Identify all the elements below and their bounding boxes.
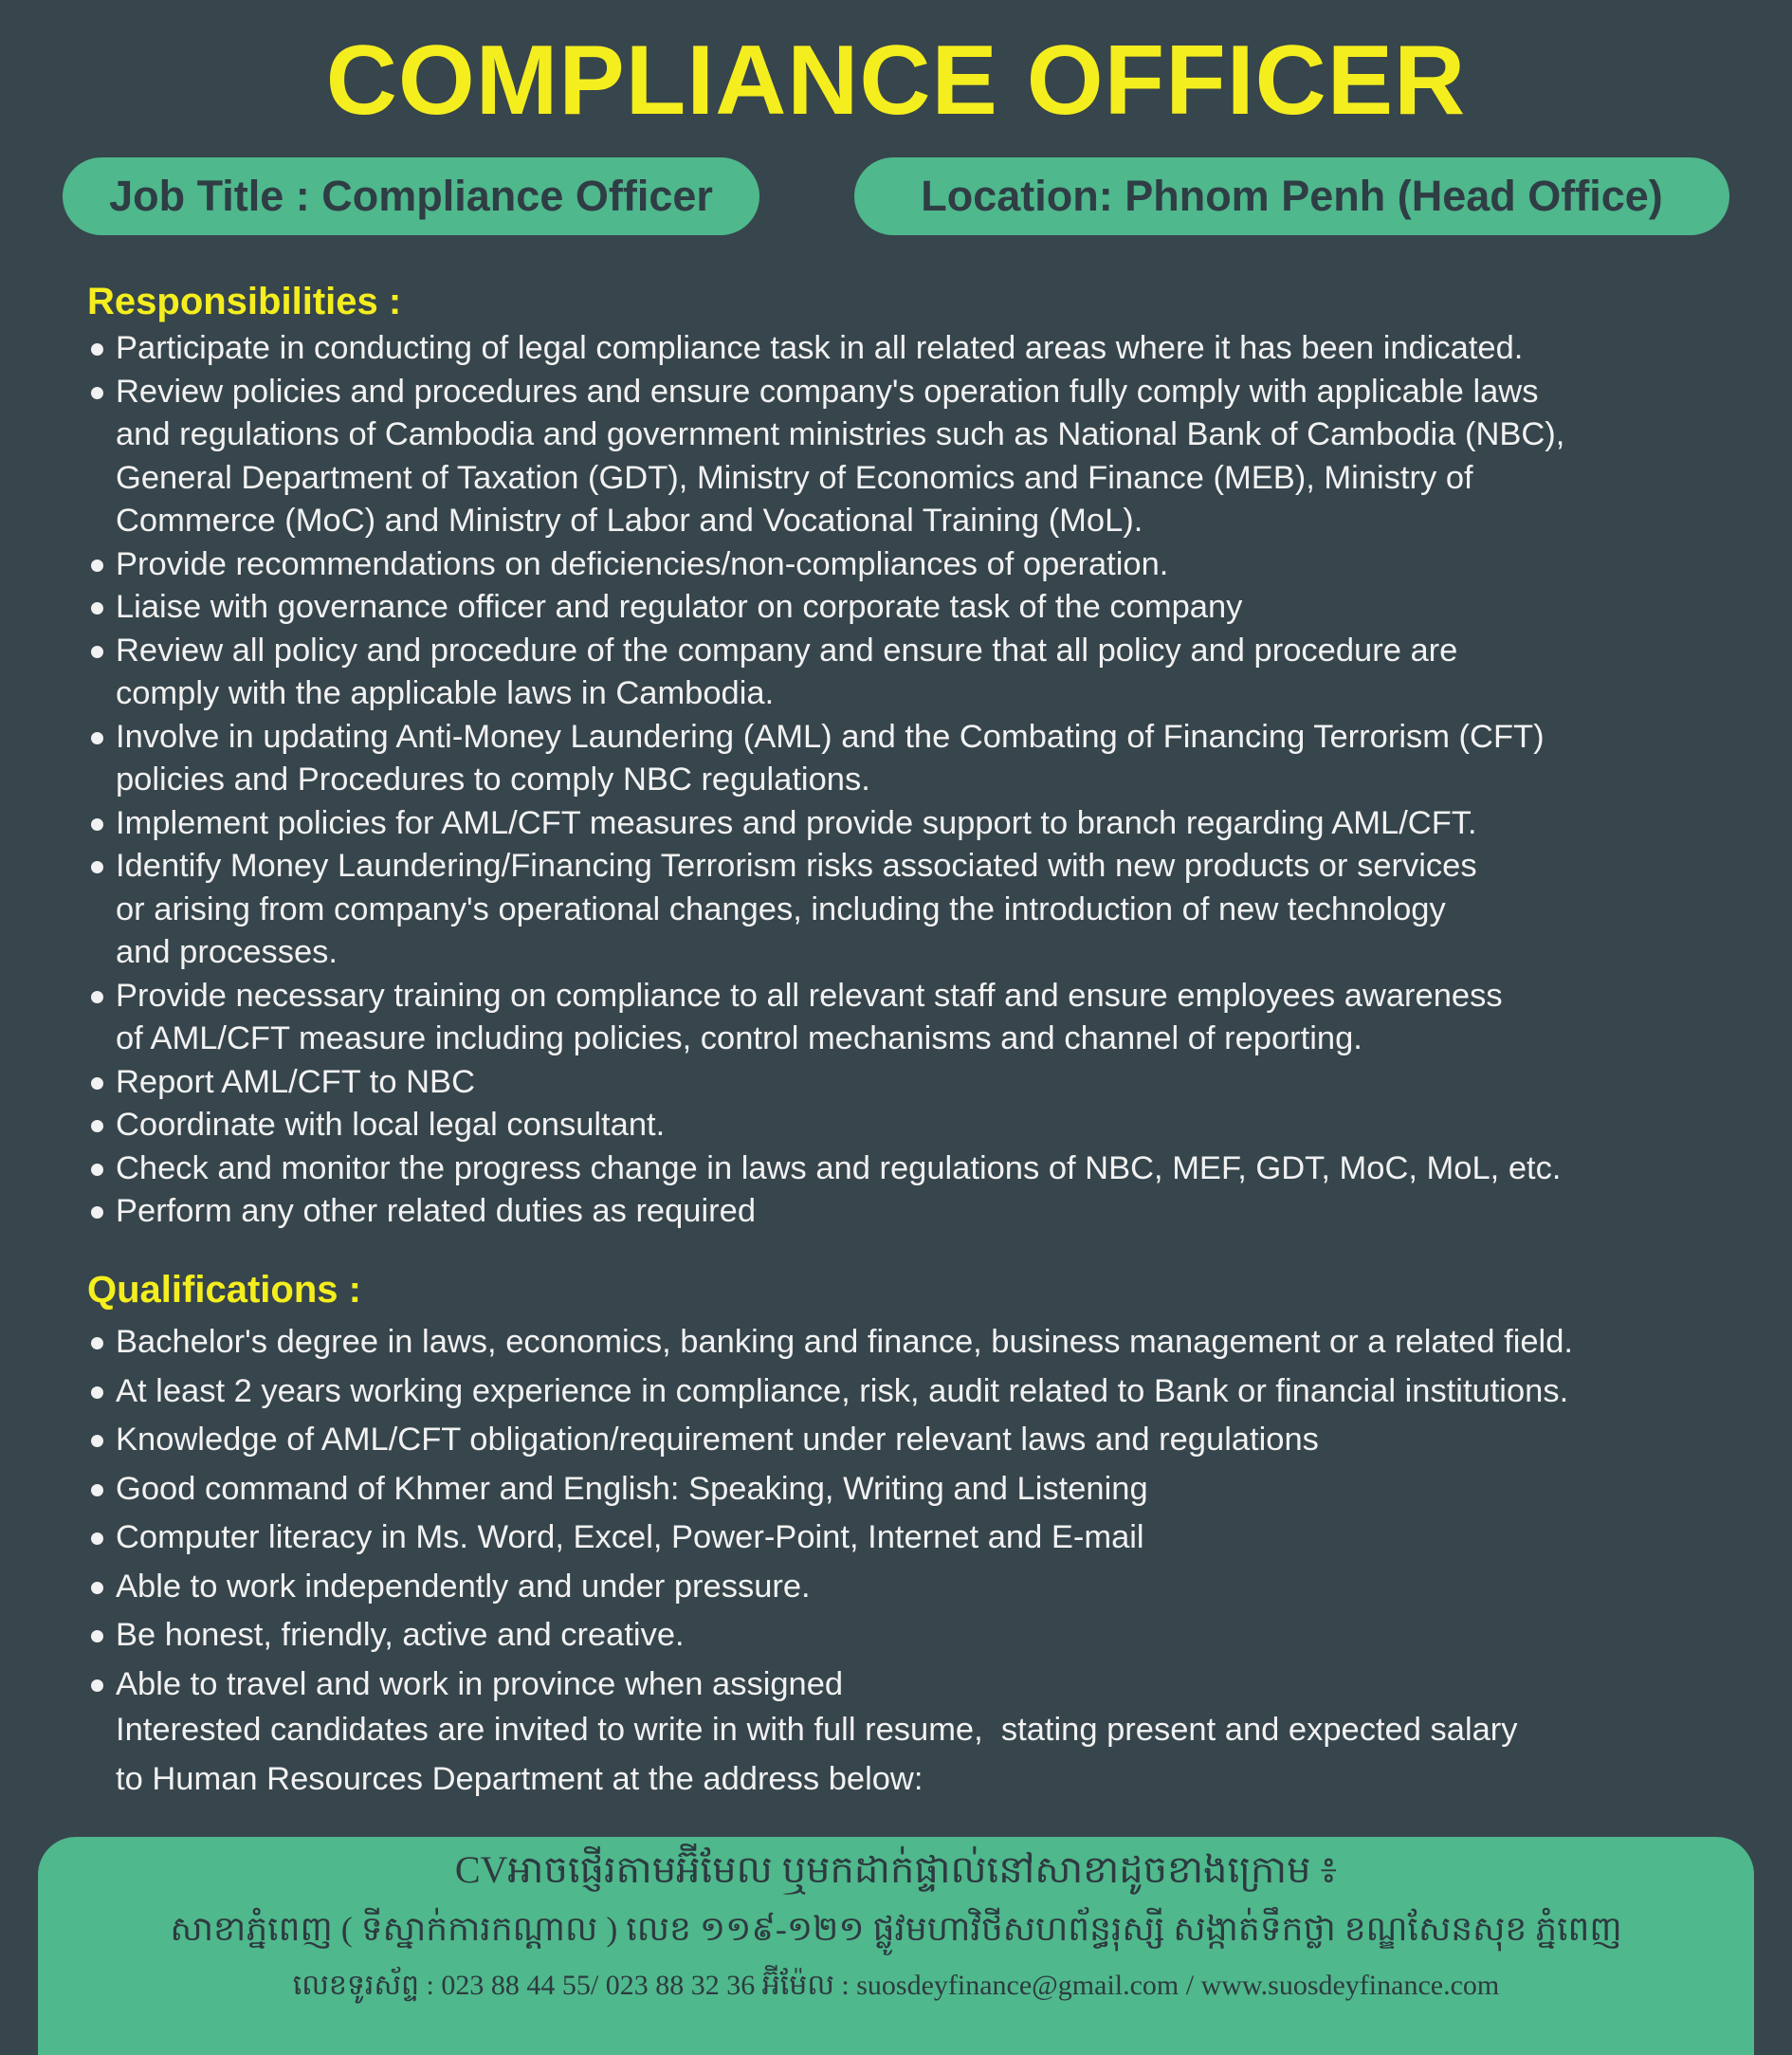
responsibilities-list xyxy=(87,327,1756,1234)
list-item: Computer literacy in Ms. Word, Excel, Power-Point, Internet and E-mail xyxy=(87,1514,1756,1563)
list-item: Able to travel and work in province when assigned xyxy=(87,1661,1756,1710)
list-item: Provide recommendations on deficiencies/non-compliances of operation. xyxy=(87,543,1756,587)
qualifications-heading: Qualifications : xyxy=(87,1269,361,1311)
list-item: Able to work independently and under pressure. xyxy=(87,1563,1756,1612)
list-item: Participate in conducting of legal compliance task in all related areas where it has been indicated. xyxy=(87,327,1756,371)
page-title: COMPLIANCE OFFICER xyxy=(325,26,1467,136)
contact-details: លេខទូរស័ព្ទ : 023 88 44 55/ 023 88 32 36 អ៊ីម៉ែល : suosdeyfinance@gmail.com / www.suosdeyfinance.com xyxy=(292,1970,1500,2001)
location-badge: Location: Phnom Penh (Head Office) xyxy=(854,157,1729,235)
list-item: Report AML/CFT to NBC xyxy=(87,1061,1756,1105)
application-instructions: Interested candidates are invited to write in with full resume, stating present and expected salary to Human Resources Department at the address below: xyxy=(116,1712,1518,1797)
list-item: Be honest, friendly, active and creative. xyxy=(87,1611,1756,1661)
list-item: Review all policy and procedure of the company and ensure that all policy and procedure are comply with the applicable laws in Cambodia. xyxy=(87,630,1756,716)
list-item: Perform any other related duties as required xyxy=(87,1190,1756,1234)
list-item: Knowledge of AML/CFT obligation/requirement under relevant laws and regulations xyxy=(87,1416,1756,1465)
list-item: Check and monitor the progress change in laws and regulations of NBC, MEF, GDT, MoC, MoL, etc. xyxy=(87,1147,1756,1191)
list-item: Review policies and procedures and ensure company's operation fully comply with applicable laws and regulations of Cambodia and government ministries such as National Bank of Cambodia (NBC), General Department of Taxation (GDT), Ministry of Economics and Finance (MEB), Ministry of Commerce (MoC) and Ministry of Labor and Vocational Training (MoL). xyxy=(87,371,1756,543)
job-title-badge: Job Title : Compliance Officer xyxy=(63,157,759,235)
responsibilities-heading: Responsibilities : xyxy=(87,281,402,322)
list-item: Identify Money Laundering/Financing Terrorism risks associated with new products or services or arising from company's operational changes, including the introduction of new technology and processes. xyxy=(87,845,1756,975)
list-item: Implement policies for AML/CFT measures and provide support to branch regarding AML/CFT. xyxy=(87,802,1756,846)
qualifications-list xyxy=(87,1318,1756,1709)
contact-footer xyxy=(38,1837,1754,2055)
list-item: Involve in updating Anti-Money Laundering (AML) and the Combating of Financing Terrorism (CFT) policies and Procedures to comply NBC regulations. xyxy=(87,716,1756,802)
list-item: Bachelor's degree in laws, economics, banking and finance, business management or a related field. xyxy=(87,1318,1756,1367)
list-item: Provide necessary training on compliance to all relevant staff and ensure employees awareness of AML/CFT measure including policies, control mechanisms and channel of reporting. xyxy=(87,975,1756,1061)
list-item: At least 2 years working experience in compliance, risk, audit related to Bank or financial institutions. xyxy=(87,1367,1756,1417)
list-item: Good command of Khmer and English: Speaking, Writing and Listening xyxy=(87,1465,1756,1514)
office-address: សាខាភ្នំពេញ ( ទីស្នាក់ការកណ្ដាល ) លេខ ១១៩-១២១ ផ្លូវមហាវិថីសហព័ន្ធរុស្សី សង្កាត់ទឹកថ្លា ខណ្ឌសែនសុខ ភ្នំពេញ xyxy=(170,1910,1622,1948)
list-item: Liaise with governance officer and regulator on corporate task of the company xyxy=(87,586,1756,630)
cv-submission-note: CVអាចផ្ញើរតាមអ៊ីមែល ឬមកដាក់ផ្ទាល់នៅសាខាដូចខាងក្រោម ៖ xyxy=(454,1848,1338,1891)
list-item: Coordinate with local legal consultant. xyxy=(87,1104,1756,1147)
